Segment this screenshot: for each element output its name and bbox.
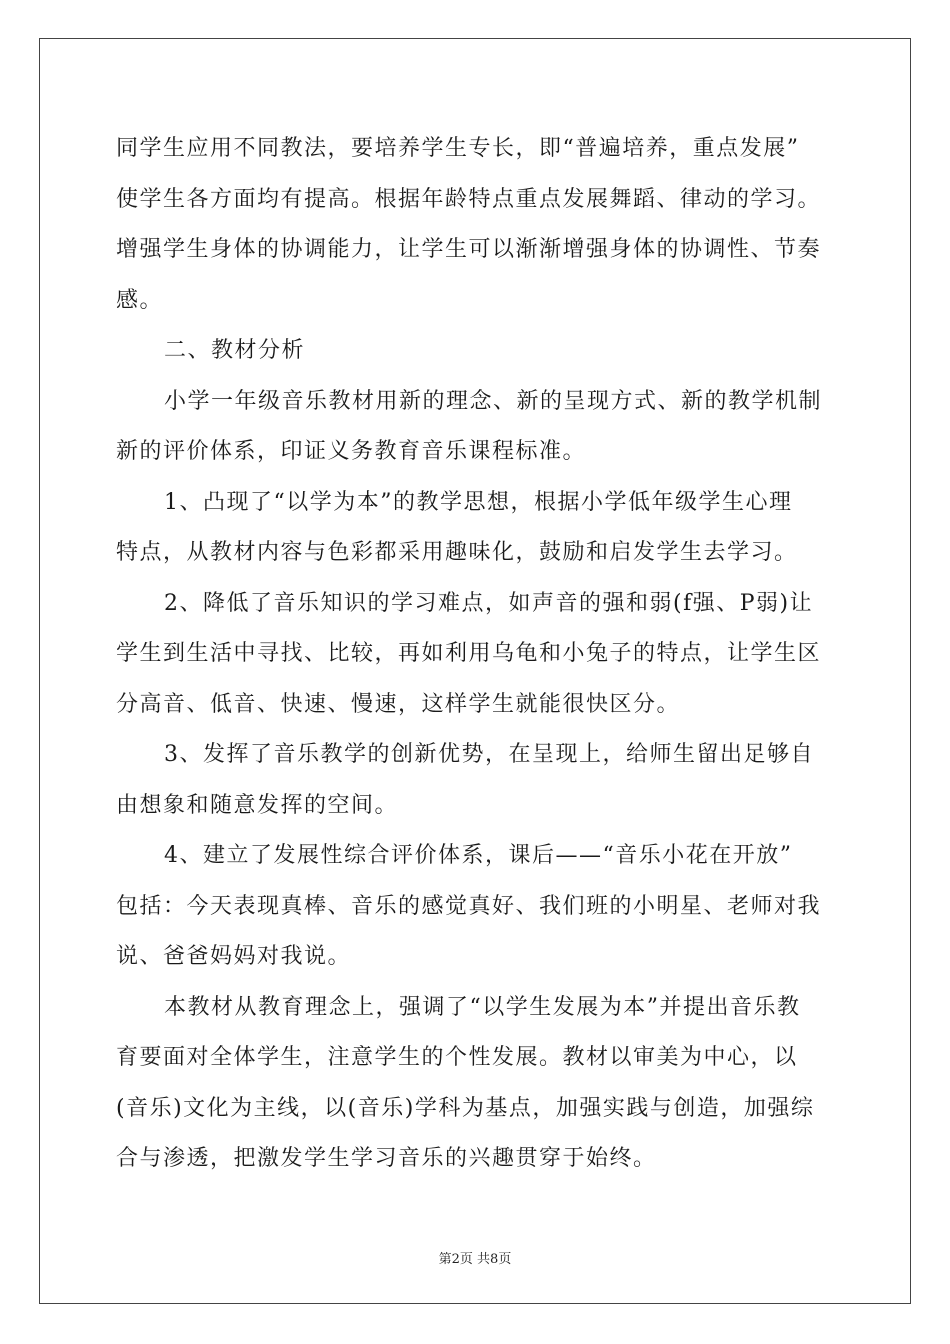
- text-line: 本教材从教育理念上，强调了“以学生发展为本”并提出音乐教: [164, 994, 801, 1020]
- text-line: 学生到生活中寻找、比较，再如利用乌龟和小兔子的特点，让学生区: [116, 641, 822, 666]
- text-line: 分高音、低音、快速、慢速，这样学生就能很快区分。: [116, 691, 681, 717]
- text-line: 小学一年级音乐教材用新的理念、新的呈现方式、新的教学机制: [164, 388, 823, 414]
- text-line: 育要面对全体学生，注意学生的个性发展。教材以审美为中心，以: [116, 1045, 798, 1070]
- text-line: 同学生应用不同教法，要培养学生专长，即“普遍培养，重点发展”: [116, 136, 800, 161]
- text-line: 新的评价体系，印证义务教育音乐课程标准。: [116, 439, 587, 464]
- section-heading: 二、教材分析: [164, 338, 306, 363]
- text-line: (音乐)文化为主线，以(音乐)学科为基点，加强实践与创造，加强综: [116, 1095, 815, 1121]
- text-line: 说、爸爸妈妈对我说。: [116, 944, 352, 969]
- page-footer: 第2页 共8页: [438, 1252, 512, 1267]
- text-line: 1、凸现了“以学为本”的教学思想，根据小学低年级学生心理: [164, 489, 793, 515]
- text-line: 合与渗透，把激发学生学习音乐的兴趣贯穿于始终。: [116, 1146, 657, 1171]
- document-body: [116, 124, 836, 1185]
- text-line: 4、建立了发展性综合评价体系，课后——“音乐小花在开放”: [164, 843, 793, 868]
- text-line: 特点，从教材内容与色彩都采用趣味化，鼓励和启发学生去学习。: [116, 540, 798, 565]
- text-line: 增强学生身体的协调能力，让学生可以渐渐增强身体的协调性、节奏: [116, 237, 822, 262]
- text-line: 由想象和随意发挥的空间。: [116, 792, 399, 818]
- text-line: 包括：今天表现真棒、音乐的感觉真好、我们班的小明星、老师对我: [116, 893, 822, 919]
- text-line: 2、降低了音乐知识的学习难点，如声音的强和弱(f强、P弱)让: [164, 590, 814, 616]
- text-line: 使学生各方面均有提高。根据年龄特点重点发展舞蹈、律动的学习。: [116, 186, 822, 212]
- text-line: 感。: [116, 287, 164, 313]
- text-line: 3、发挥了音乐教学的创新优势，在呈现上，给师生留出足够自: [164, 742, 814, 767]
